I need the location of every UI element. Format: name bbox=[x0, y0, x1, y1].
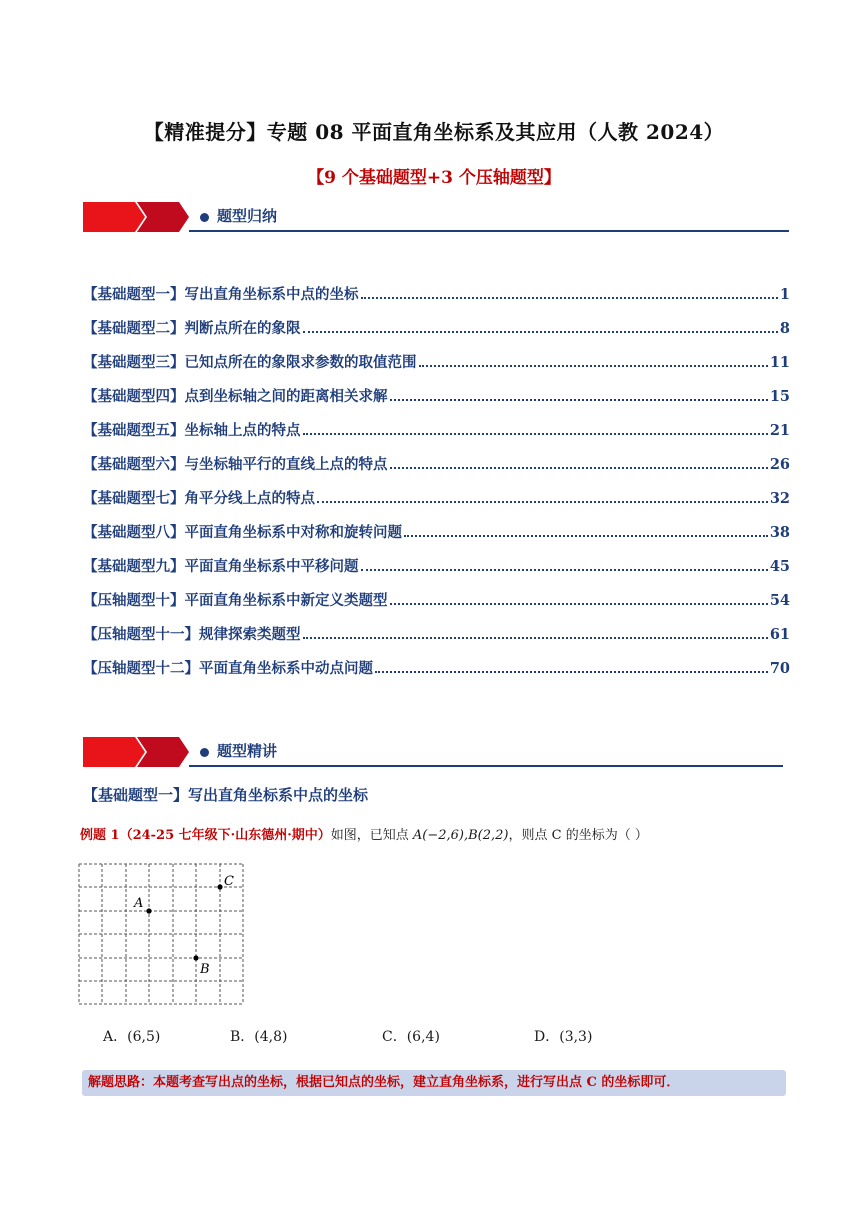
toc-item-title: 【基础题型四】点到坐标轴之间的距离相关求解 bbox=[83, 389, 388, 405]
toc-item-title: 【基础题型一】写出直角坐标系中点的坐标 bbox=[83, 287, 359, 303]
toc-item[interactable] bbox=[83, 419, 790, 453]
question-type-heading: 【基础题型一】写出直角坐标系中点的坐标 bbox=[83, 786, 369, 804]
toc-item[interactable] bbox=[83, 623, 790, 657]
toc-item-page: 1 bbox=[779, 286, 790, 303]
option-value: (3,3) bbox=[559, 1029, 593, 1045]
toc-item[interactable] bbox=[83, 555, 790, 589]
question-suffix: ，则点 C 的坐标为（ ） bbox=[508, 828, 648, 843]
toc-item[interactable] bbox=[83, 283, 790, 317]
option-d[interactable] bbox=[534, 1026, 592, 1046]
table-of-contents bbox=[83, 283, 790, 691]
toc-item-page: 11 bbox=[769, 354, 790, 371]
toc-leader bbox=[361, 569, 768, 571]
point-c bbox=[217, 884, 222, 889]
toc-item-page: 61 bbox=[769, 626, 790, 643]
document-subtitle: 【9 个基础题型+3 个压轴题型】 bbox=[307, 168, 561, 188]
label-c: C bbox=[224, 874, 234, 889]
option-b[interactable] bbox=[230, 1026, 288, 1046]
option-letter: A． bbox=[103, 1029, 128, 1045]
question-text bbox=[80, 824, 648, 843]
toc-item-page: 54 bbox=[769, 592, 790, 609]
toc-item-page: 26 bbox=[769, 456, 790, 473]
toc-item[interactable] bbox=[83, 487, 790, 521]
toc-item-title: 【基础题型二】判断点所在的象限 bbox=[83, 321, 301, 337]
toc-item-page: 21 bbox=[769, 422, 790, 439]
section-rule bbox=[189, 230, 789, 232]
toc-item-title: 【基础题型六】与坐标轴平行的直线上点的特点 bbox=[83, 457, 388, 473]
toc-leader bbox=[317, 501, 768, 503]
toc-leader bbox=[303, 433, 768, 435]
toc-leader bbox=[390, 603, 768, 605]
toc-item[interactable] bbox=[83, 317, 790, 351]
section-rule bbox=[189, 765, 783, 767]
toc-item-title: 【基础题型八】平面直角坐标系中对称和旋转问题 bbox=[83, 525, 402, 541]
coordinate-grid-figure bbox=[78, 862, 248, 1008]
section-header-explain bbox=[83, 737, 783, 767]
bullet-icon bbox=[200, 213, 209, 222]
toc-item[interactable] bbox=[83, 521, 790, 555]
label-a: A bbox=[134, 896, 144, 911]
toc-item-title: 【压轴题型十一】规律探索类题型 bbox=[83, 627, 301, 643]
toc-leader bbox=[361, 297, 778, 299]
toc-item-page: 70 bbox=[769, 660, 790, 677]
toc-item[interactable] bbox=[83, 385, 790, 419]
arrow-banner-icon bbox=[83, 202, 193, 232]
question-source: 例题 1（24-25 七年级下·山东德州·期中） bbox=[80, 828, 331, 843]
toc-item[interactable] bbox=[83, 657, 790, 691]
toc-item[interactable] bbox=[83, 351, 790, 385]
section-label: 题型归纳 bbox=[217, 207, 278, 225]
arrow-banner-icon bbox=[83, 737, 193, 767]
toc-item-page: 32 bbox=[769, 490, 790, 507]
toc-leader bbox=[390, 467, 768, 469]
option-value: (4,8) bbox=[254, 1029, 288, 1045]
option-c[interactable] bbox=[382, 1026, 440, 1046]
toc-leader bbox=[390, 399, 768, 401]
point-a bbox=[146, 908, 151, 913]
toc-leader bbox=[303, 331, 778, 333]
toc-item-title: 【压轴题型十二】平面直角坐标系中动点问题 bbox=[83, 661, 373, 677]
toc-item-page: 45 bbox=[769, 558, 790, 575]
toc-item-title: 【基础题型五】坐标轴上点的特点 bbox=[83, 423, 301, 439]
option-value: (6,4) bbox=[406, 1029, 440, 1045]
toc-leader bbox=[404, 535, 768, 537]
option-letter: D． bbox=[534, 1029, 560, 1045]
toc-leader bbox=[303, 637, 768, 639]
solution-hint: 解题思路：本题考查写出点的坐标，根据已知点的坐标，建立直角坐标系，进行写出点 C 的坐标即可． bbox=[82, 1070, 786, 1096]
toc-item-page: 15 bbox=[769, 388, 790, 405]
label-b: B bbox=[200, 962, 210, 977]
toc-leader bbox=[419, 365, 768, 367]
toc-item-title: 【基础题型九】平面直角坐标系中平移问题 bbox=[83, 559, 359, 575]
document-title: 【精准提分】专题 08 平面直角坐标系及其应用（人教 2024） bbox=[143, 120, 725, 144]
question-prefix: 如图，已知点 bbox=[330, 828, 413, 843]
toc-item-title: 【基础题型七】角平分线上点的特点 bbox=[83, 491, 315, 507]
toc-item[interactable] bbox=[83, 589, 790, 623]
toc-leader bbox=[375, 671, 768, 673]
toc-item-title: 【基础题型三】已知点所在的象限求参数的取值范围 bbox=[83, 355, 417, 371]
toc-item-page: 38 bbox=[769, 524, 790, 541]
section-header-summary bbox=[83, 202, 789, 232]
point-b bbox=[193, 955, 198, 960]
option-letter: B． bbox=[230, 1029, 255, 1045]
section-label: 题型精讲 bbox=[217, 742, 278, 760]
toc-item-title: 【压轴题型十】平面直角坐标系中新定义类题型 bbox=[83, 593, 388, 609]
option-letter: C． bbox=[382, 1029, 407, 1045]
toc-item[interactable] bbox=[83, 453, 790, 487]
option-a[interactable] bbox=[103, 1026, 160, 1046]
question-points: A(−2,6),B(2,2) bbox=[412, 828, 509, 843]
bullet-icon bbox=[200, 748, 209, 757]
option-value: (6,5) bbox=[127, 1029, 161, 1045]
toc-item-page: 8 bbox=[779, 320, 790, 337]
